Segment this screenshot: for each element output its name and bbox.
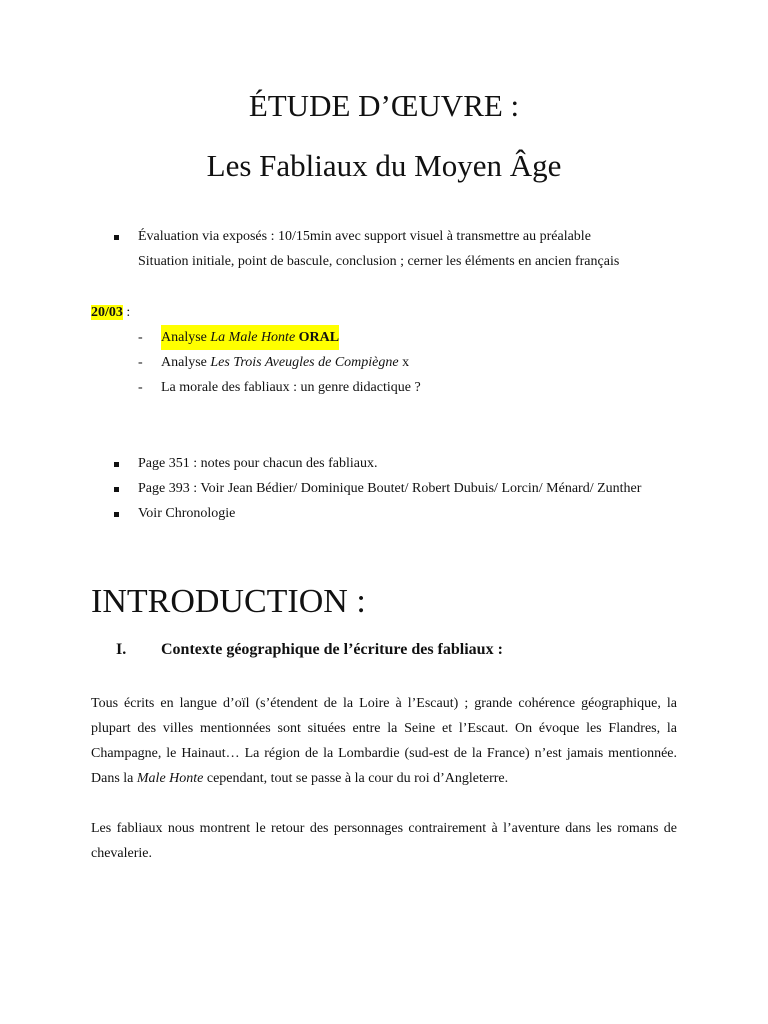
list-item: - Analyse Les Trois Aveugles de Compiègne x	[138, 350, 421, 375]
oral-tag: ORAL	[298, 330, 340, 345]
session-item-list	[138, 325, 421, 400]
introduction-heading: INTRODUCTION :	[91, 583, 366, 620]
work-title: Male Honte	[136, 771, 204, 786]
highlighted-item: Analyse La Male Honte ORAL	[161, 325, 339, 350]
session-date-line	[91, 300, 130, 325]
dash-bullet: -	[138, 355, 143, 370]
document-subtitle: Les Fabliaux du Moyen Âge	[206, 148, 562, 183]
session-date-suffix: :	[122, 305, 131, 320]
bullet-text-continuation: Situation initiale, point de bascule, conclusion ; cerner les éléments en ancien français	[138, 254, 620, 269]
bullet-text: Page 393 : Voir Jean Bédier/ Dominique Boutet/ Robert Dubuis/ Lorcin/ Ménard/ Zunther	[138, 481, 642, 496]
list-item	[138, 325, 421, 350]
work-title: Les Trois Aveugles de Compiègne	[210, 355, 399, 370]
list-item	[112, 476, 678, 501]
section-heading	[116, 638, 503, 662]
work-title: La Male Honte	[210, 330, 296, 345]
dash-bullet: -	[138, 330, 143, 345]
document-title: ÉTUDE D’ŒUVRE :	[248, 88, 520, 123]
session-date: 20/03	[91, 305, 123, 320]
square-bullet-icon	[114, 512, 119, 517]
list-item	[112, 224, 678, 274]
bullet-text: Voir Chronologie	[138, 506, 236, 521]
section-number: I.	[116, 641, 127, 658]
evaluation-bullet-list	[112, 224, 678, 274]
list-item	[112, 451, 678, 476]
dash-bullet: -	[138, 380, 143, 395]
square-bullet-icon	[114, 487, 119, 492]
list-item: - La morale des fabliaux : un genre didactique ?	[138, 375, 421, 400]
bullet-text: Page 351 : notes pour chacun des fabliaux.	[138, 456, 378, 471]
list-item	[112, 501, 678, 526]
bullet-text: Évaluation via exposés : 10/15min avec support visuel à transmettre au préalable	[138, 229, 591, 244]
square-bullet-icon	[114, 462, 119, 467]
notes-bullet-list	[112, 451, 678, 526]
body-paragraph: Les fabliaux nous montrent le retour des personnages contrairement à l’aventure dans les romans de chevalerie.	[91, 821, 677, 861]
section-title: Contexte géographique de l’écriture des fabliaux :	[161, 641, 503, 658]
body-paragraph: Tous écrits en langue d’oïl (s’étendent de la Loire à l’Escaut) ; grande cohérence géographique, la plupart des villes mentionnées sont situées entre la Seine et l’Escaut. On évoque les Flandres, la Champagne, le Hainaut… La région de la Lombardie (sud-est de la France) n’est jamais mentionnée. Dans la Male Honte cependant, tout se passe à la cour du roi d’Angleterre.	[91, 696, 677, 786]
square-bullet-icon	[114, 235, 119, 240]
